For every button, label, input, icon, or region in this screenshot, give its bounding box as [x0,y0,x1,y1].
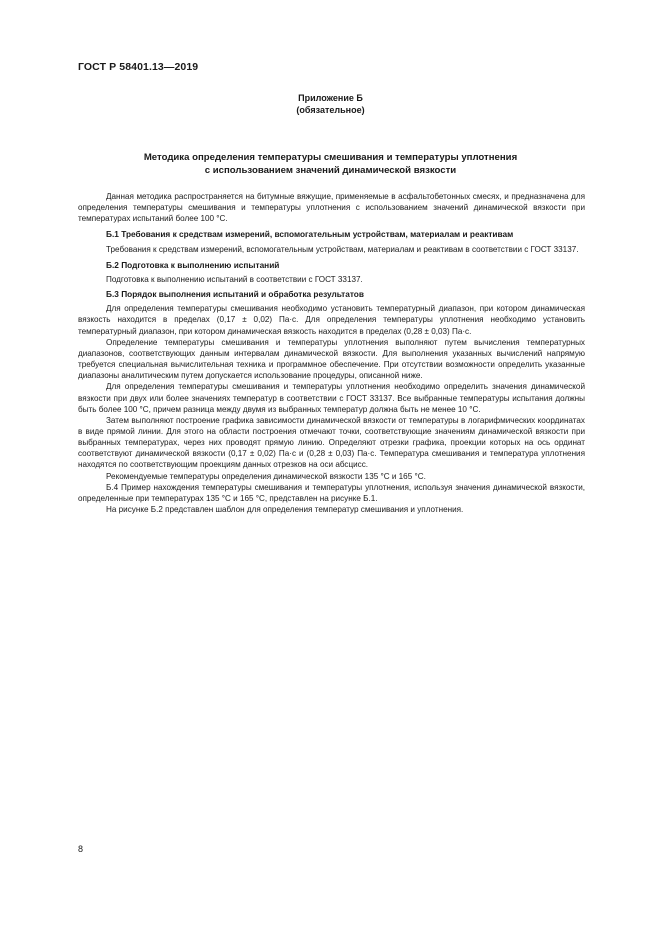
section-heading-b3: Б.3 Порядок выполнения испытаний и обработка результатов [106,289,364,300]
section-heading-b2: Б.2 Подготовка к выполнению испытаний [106,259,280,270]
standard-code-header: ГОСТ Р 58401.13—2019 [78,61,199,73]
page-number: 8 [78,844,84,854]
appendix-title: Приложение Б [298,93,363,103]
section-b3-paragraph-4: Затем выполняют построение графика зависимости динамической вязкости от температуры в логарифмических координатах в виде прямой линии. Для этого на области построения отмечают точки, соответствующие значениям динамической вязкости при выбранных температурах, через них проводят прямую линию. Определяют отрезки графика, проекции которых на ось ординат соответствуют динамической вязкости (0,17 ± 0,02) Па·с и (0,28 ± 0,03) Па·с. Температура смешивания и температура уплотнения находятся по соответствующим проекциям данных отрезков на оси абсцисс. [78,415,585,470]
appendix-heading [78,92,583,116]
document-title-line-1: Методика определения температуры смешивания и температуры уплотнения [143,152,518,163]
section-b1-paragraph: Требования к средствам измерений, вспомогательным устройствам, материалам и реактивам в соответствии с ГОСТ 33137. [106,244,579,254]
section-b4-paragraph: Б.4 Пример нахождения температуры смешивания и температуры уплотнения, используя значения динамической вязкости, определенные при температурах 135 °С и 165 °С, представлен на рисунке Б.1. [78,482,585,503]
section-b3-paragraph-1: Для определения температуры смешивания необходимо установить температурный диапазон, при котором динамическая вязкость находится в пределах (0,17 ± 0,02) Па·с. Для определения температуры уплотнения необходимо установить температурный диапазон, при котором динамическая вязкость находится в пределах (0,28 ± 0,03) Па·с. [78,304,585,336]
document-title-line-2: с использованием значений динамической вязкости [204,164,457,176]
appendix-status: (обязательное) [296,105,365,115]
section-b3-paragraph-2: Определение температуры смешивания и температуры уплотнения выполняют путем вычисления температурных диапазонов, соответствующих данным интервалам динамической вязкости. Для выполнения указанных вычислений напрямую требуется специальная вычислительная техника и программное обеспечение. При отсутствии возможности определить указанные диапазоны аналитическим путем допускается использование процедуры, описанной ниже. [78,337,585,381]
intro-paragraph: Данная методика распространяется на битумные вяжущие, применяемые в асфальтобетонных смесях, и предназначена для определения температуры смешивания и температуры уплотнения с использованием значений динамической вязкости при температурах испытаний более 100 °С. [78,192,585,224]
section-b2-paragraph: Подготовка к выполнению испытаний в соответствии с ГОСТ 33137. [106,274,363,284]
section-b4-figure-note: На рисунке Б.2 представлен шаблон для определения температур смешивания и уплотнения. [106,505,464,515]
document-title [78,152,583,177]
section-b3-paragraph-5: Рекомендуемые температуры определения динамической вязкости 135 °С и 165 °С. [106,471,426,481]
section-b3-paragraph-3: Для определения температуры смешивания и температуры уплотнения необходимо определить значения динамической вязкости при двух или более значениях температур в соответствии с ГОСТ 33137. Все выбранные температуры испытания должны быть более 100 °С, причем разница между двумя из выбранных температур должна быть не менее 10 °С. [78,382,585,414]
document-body [78,191,585,515]
section-heading-b1: Б.1 Требования к средствам измерений, вспомогательным устройствам, материалам и реактивам [106,229,514,240]
